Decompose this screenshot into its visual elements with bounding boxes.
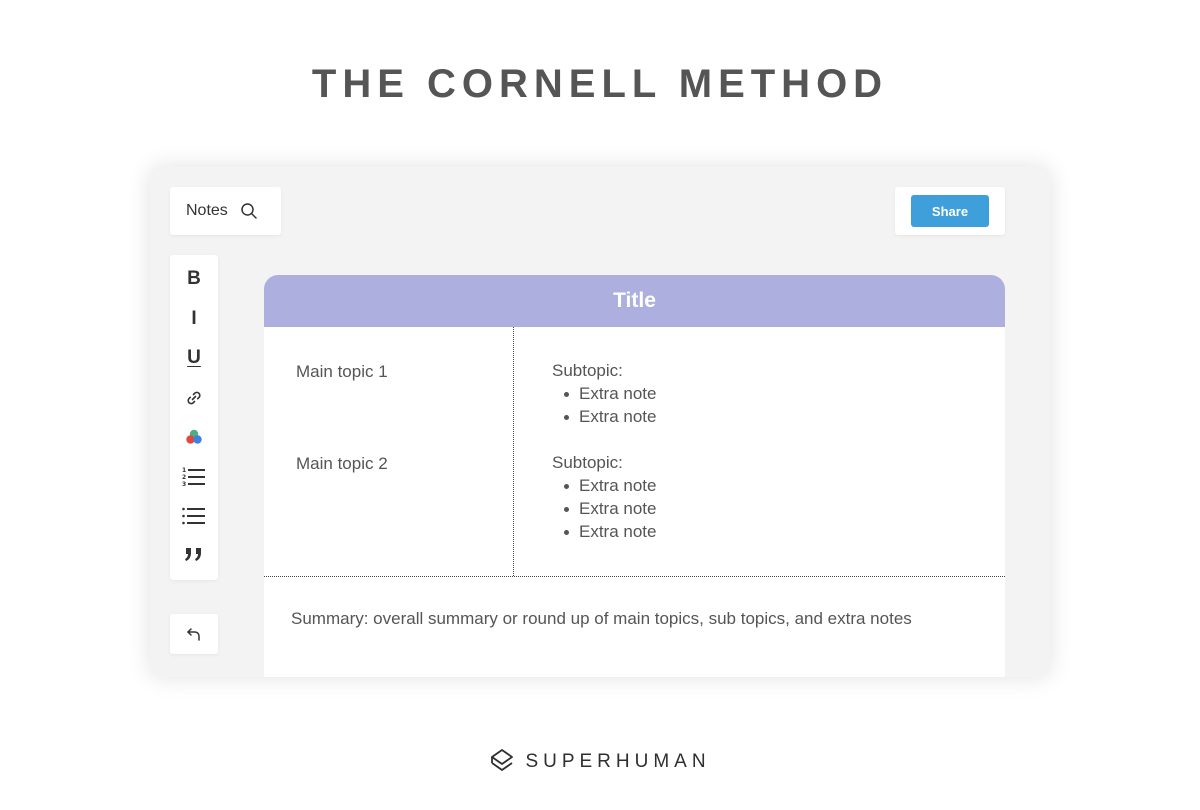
search-icon[interactable] <box>240 202 258 220</box>
list-item: Extra note <box>552 382 657 405</box>
color-palette-icon[interactable] <box>170 421 218 453</box>
list-item: Extra note <box>552 405 657 428</box>
main-topic-2[interactable]: Main topic 2 <box>296 454 388 473</box>
summary-text[interactable]: Summary: overall summary or round up of main topics, sub topics, and extra notes <box>291 609 912 628</box>
share-button[interactable]: Share <box>911 195 989 227</box>
brand-name: SUPERHUMAN <box>525 751 711 772</box>
main-topic-1[interactable]: Main topic 1 <box>296 362 388 381</box>
editor-window <box>150 167 1050 677</box>
subtopic-block-2[interactable] <box>552 451 657 543</box>
quote-icon[interactable] <box>170 539 218 571</box>
note-list <box>552 474 657 543</box>
format-toolbar <box>170 255 218 580</box>
document-title[interactable]: Title <box>264 275 1005 327</box>
cornell-notes-document <box>264 275 1005 677</box>
bullet-list-icon[interactable] <box>170 500 218 532</box>
bold-button[interactable]: B <box>187 268 201 289</box>
svg-text:1: 1 <box>182 467 187 474</box>
underline-button[interactable]: U <box>187 347 201 368</box>
list-item: Extra note <box>552 474 657 497</box>
numbered-list-icon[interactable] <box>170 461 218 493</box>
share-container <box>895 187 1005 235</box>
svg-text:2: 2 <box>182 474 187 481</box>
summary-divider <box>264 576 1005 577</box>
subtopic-title: Subtopic: <box>552 453 623 472</box>
subtopic-title: Subtopic: <box>552 361 623 380</box>
notes-search-bar[interactable] <box>170 187 281 235</box>
page-heading: THE CORNELL METHOD <box>311 62 889 106</box>
subtopic-block-1[interactable] <box>552 359 657 428</box>
link-icon[interactable] <box>170 382 218 414</box>
undo-button[interactable] <box>170 614 218 654</box>
list-item: Extra note <box>552 520 657 543</box>
superhuman-logo-icon <box>489 748 515 776</box>
italic-button[interactable]: I <box>191 308 197 329</box>
brand-footer <box>0 748 1200 776</box>
undo-icon <box>186 626 202 642</box>
svg-text:3: 3 <box>182 481 187 488</box>
notes-label: Notes <box>186 202 228 219</box>
note-list <box>552 382 657 428</box>
list-item: Extra note <box>552 497 657 520</box>
column-divider <box>513 327 514 576</box>
